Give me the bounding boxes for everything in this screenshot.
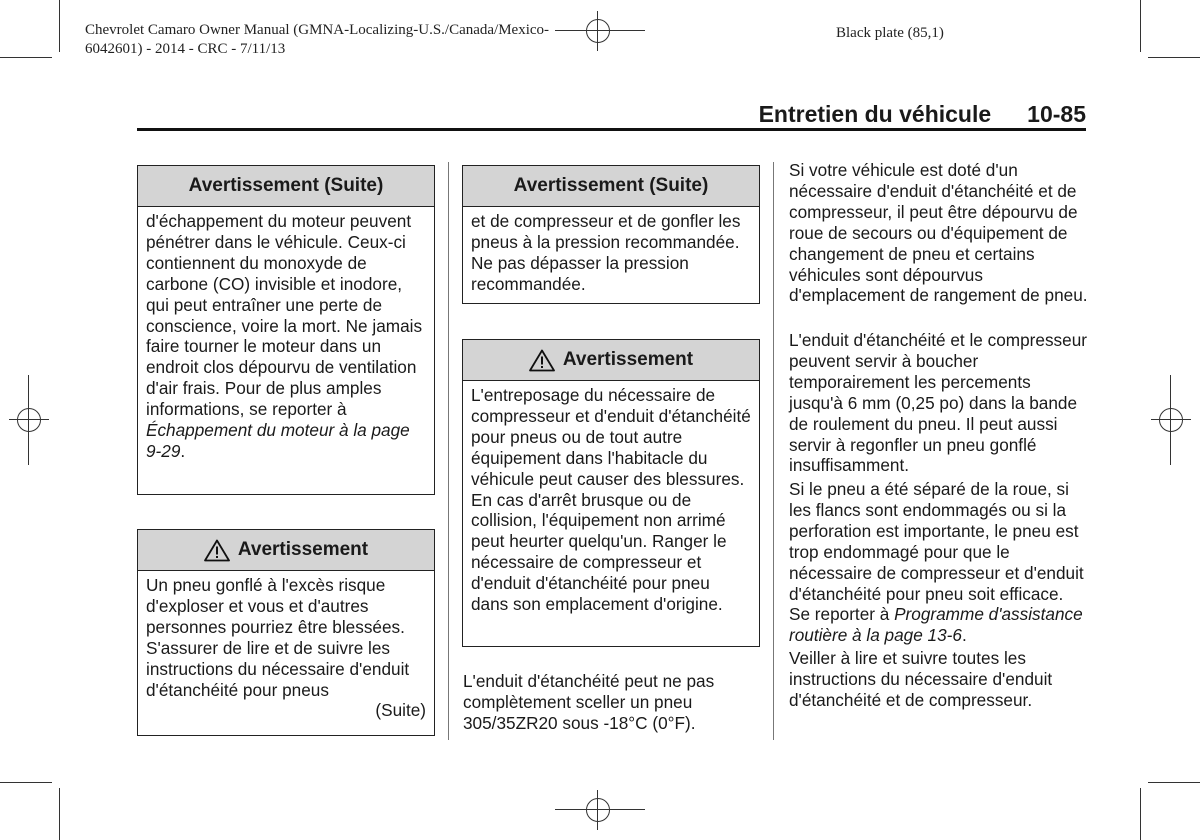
- warning-box-text: d'échappement du moteur peuvent pénétrer dans le véhicule. Ceux-ci contiennent du monoxyde de carbone (CO) invisible et inodore, qui peut entraîner une perte de conscience, voire la mort. Ne jamais faire tourner le moteur dans un endroit clos dépourvu de ventilation d'air frais. Pour de plus amples informations, se reporter à Échappement du moteur à la page 9-29.: [146, 211, 423, 461]
- crop-mark: [0, 57, 52, 58]
- crop-mark: [59, 0, 60, 52]
- crop-mark: [28, 375, 29, 465]
- crop-mark: [1148, 782, 1200, 783]
- body-paragraph: Si votre véhicule est doté d'un nécessaire d'enduit d'étanchéité et de compresseur, il peut être dépourvu de roue de secours ou d'équipement de changement de pneu et certains véhicules sont dépourvus d'emplacement de rangement de pneu.: [789, 160, 1088, 306]
- crop-mark: [1148, 57, 1200, 58]
- warning-box-continued: [462, 165, 760, 304]
- body-paragraph: Veiller à lire et suivre toutes les instructions du nécessaire d'enduit d'étanchéité et de compresseur.: [789, 648, 1053, 710]
- print-info-line2: 6042601) - 2014 - CRC - 7/11/13: [85, 41, 286, 57]
- crop-mark: [1140, 0, 1141, 52]
- body-paragraph: L'enduit d'étanchéité peut ne pas complètement sceller un pneu 305/35ZR20 sous -18°C (0°F).: [463, 671, 715, 733]
- warning-box-title: Avertissement (Suite): [138, 166, 434, 207]
- page-number: 10-85: [1027, 101, 1086, 127]
- warning-box-text: L'entreposage du nécessaire de compresseur et d'enduit d'étanchéité pour pneus ou de tout autre équipement dans l'habitacle du véhicule peut causer des blessures. En cas d'arrêt brusque ou de collision, l'équipement non arrimé peut heurter quelqu'un. Ranger le nécessaire de compresseur et d'enduit d'étanchéité pour pneu dans son emplacement d'origine.: [471, 385, 751, 615]
- header-rule: [137, 128, 1086, 131]
- warning-box-header: [463, 340, 759, 381]
- plate-info: Black plate (85,1): [836, 25, 944, 41]
- cross-reference-link[interactable]: Programme d'assistance routière à la page 13-6: [789, 604, 1083, 646]
- warning-box: [462, 339, 760, 647]
- continued-label: (Suite): [375, 700, 426, 721]
- warning-box-title: Avertissement: [562, 349, 694, 370]
- warning-box-title: Avertissement (Suite): [463, 166, 759, 207]
- warning-box-title: Avertissement: [237, 539, 369, 560]
- crop-mark: [1170, 375, 1171, 465]
- crop-mark: [555, 30, 645, 31]
- crop-mark: [555, 809, 645, 810]
- section-title: Entretien du véhicule: [758, 101, 992, 127]
- warning-triangle-icon: [529, 349, 555, 372]
- warning-box-text: Un pneu gonflé à l'excès risque d'exploser et vous et d'autres personnes pourriez être blessées. S'assurer de lire et de suivre les instructions du nécessaire d'enduit d'étanchéité pour pneus (Suite): [146, 575, 426, 721]
- column-divider: [448, 162, 449, 740]
- body-paragraph: Si le pneu a été séparé de la roue, si les flancs sont endommagés ou si la perforation est importante, le pneu est trop endommagé pour que le nécessaire de compresseur et d'enduit d'étanchéité pour pneu soit efficace. Se reporter à Programme d'assistance routière à la page 13-6.: [789, 479, 1084, 646]
- body-paragraph: L'enduit d'étanchéité et le compresseur peuvent servir à boucher temporairement les percements jusqu'à 6 mm (0,25 po) dans la bande de roulement du pneu. Il peut aussi servir à regonfler un pneu gonflé insuffisamment.: [789, 330, 1087, 476]
- warning-box-text: et de compresseur et de gonfler les pneus à la pression recommandée. Ne pas dépasser la pression recommandée.: [471, 211, 741, 294]
- print-info-line1: Chevrolet Camaro Owner Manual (GMNA-Localizing-U.S./Canada/Mexico-: [85, 22, 550, 38]
- warning-box-continued: [137, 165, 435, 495]
- page-header: [759, 101, 1086, 128]
- warning-box: [137, 529, 435, 736]
- crop-mark: [0, 782, 52, 783]
- column-divider: [773, 162, 774, 740]
- cross-reference-link[interactable]: Échappement du moteur à la page 9-29: [146, 420, 410, 461]
- warning-box-header: [138, 530, 434, 571]
- crop-mark: [1140, 788, 1141, 840]
- crop-mark: [59, 788, 60, 840]
- warning-triangle-icon: [204, 539, 230, 562]
